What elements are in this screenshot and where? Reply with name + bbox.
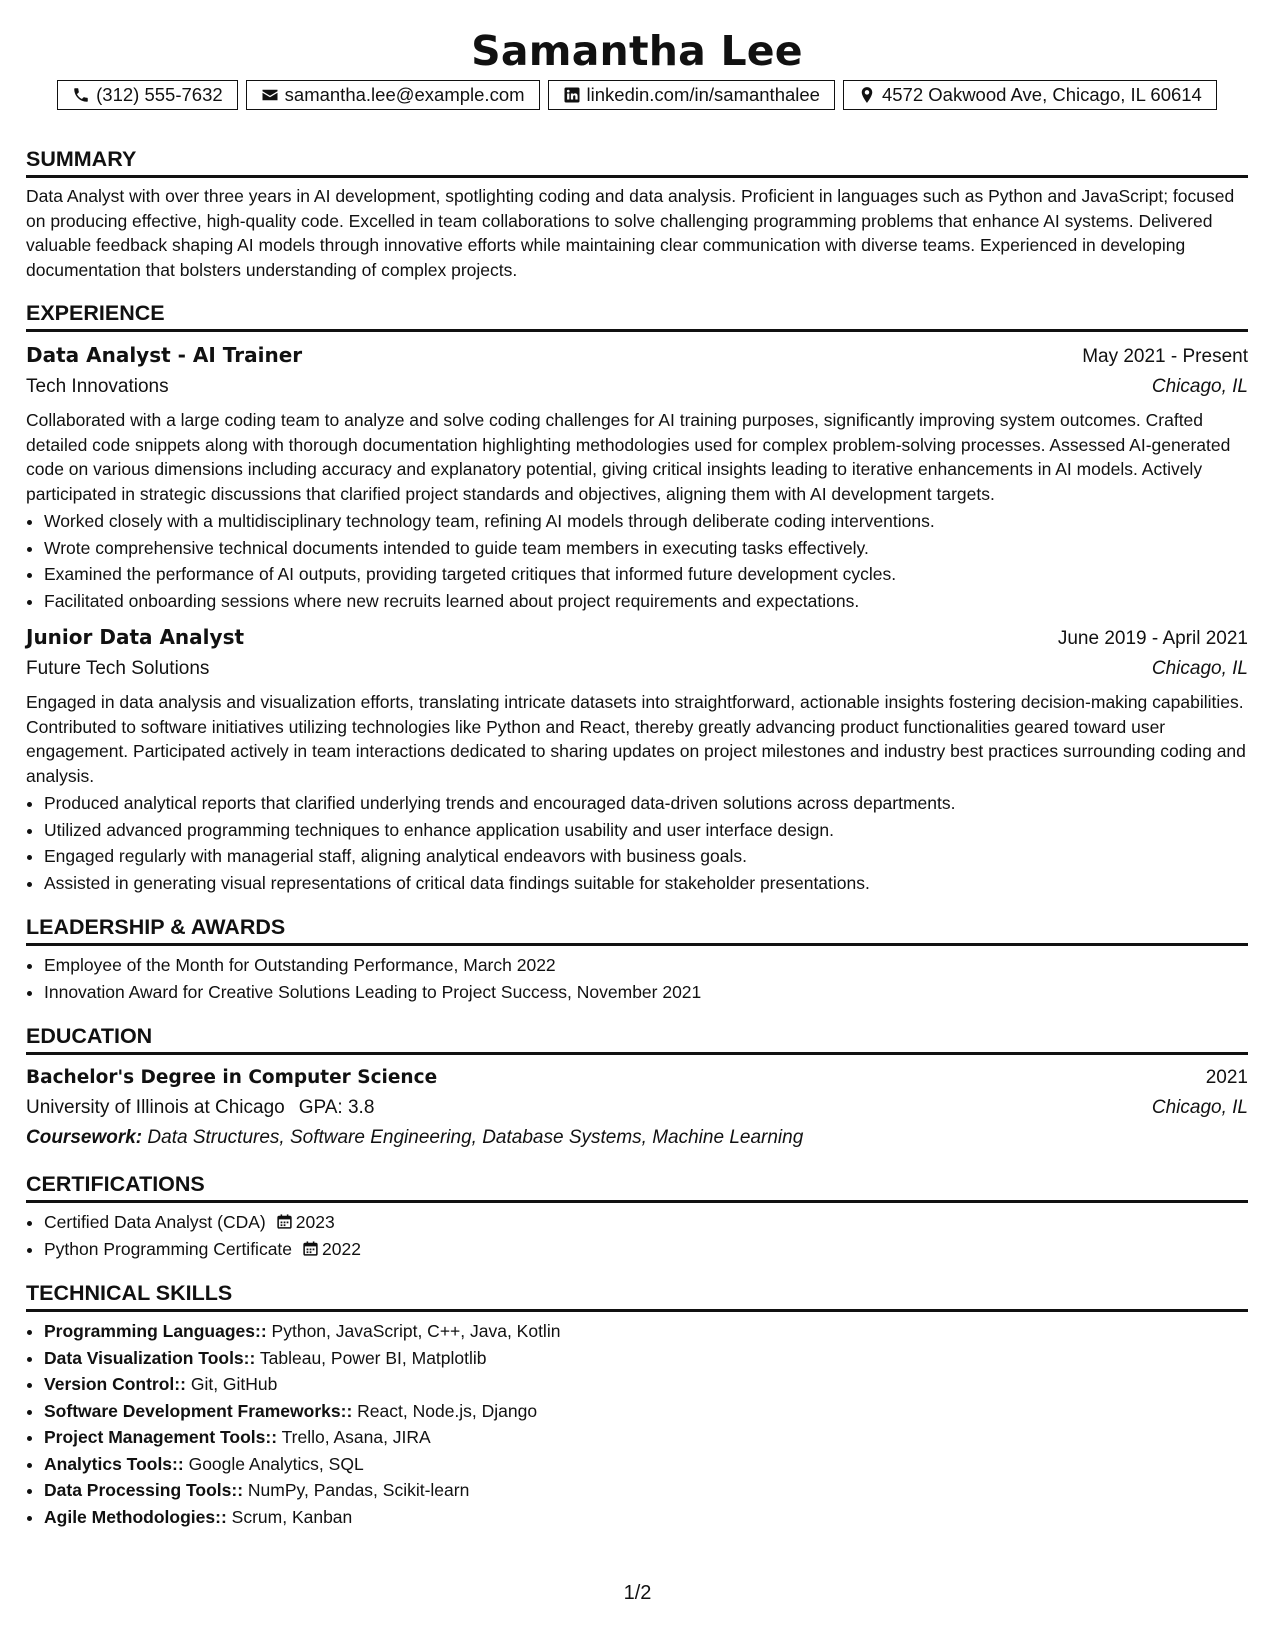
skills-list bbox=[26, 1318, 1248, 1530]
school-name: University of Illinois at Chicago bbox=[26, 1097, 285, 1118]
list-item bbox=[44, 1451, 1248, 1478]
education-heading: EDUCATION bbox=[26, 1023, 1248, 1055]
job-description: Collaborated with a large coding team to analyze and solve coding challenges for AI training purposes, significantly improving system outcomes. Crafted detailed code snippets along with thorough documentation highlighting methodologies used for complex problem-solving processes. Assessed AI-generated code on various dimensions including accuracy and explanatory potential, giving critical insights leading to iterative enhancements in AI models. Actively participated in strategic discussions that clarified project standards and objectives, aligning them with AI development targets. bbox=[26, 410, 1231, 504]
job-date: May 2021 - Present bbox=[1082, 346, 1248, 367]
contact-address[interactable] bbox=[843, 80, 1217, 110]
phone-text: (312) 555-7632 bbox=[96, 84, 223, 105]
list-item: • Facilitated onboarding sessions where new recruits learned about project requirements and expectations. bbox=[44, 588, 1248, 615]
skill-value: NumPy, Pandas, Scikit-learn bbox=[247, 1480, 470, 1500]
skill-label: Software Development Frameworks:: bbox=[44, 1400, 353, 1421]
coursework-label: Coursework: bbox=[26, 1127, 143, 1148]
skill-value: React, Node.js, Django bbox=[357, 1400, 538, 1421]
gpa-text: GPA: 3.8 bbox=[298, 1097, 375, 1118]
list-item bbox=[44, 1477, 1248, 1504]
certifications-heading: CERTIFICATIONS bbox=[26, 1171, 1248, 1203]
job-date: June 2019 - April 2021 bbox=[1057, 628, 1248, 649]
contact-bar bbox=[26, 80, 1248, 110]
contact-email[interactable] bbox=[246, 80, 540, 110]
summary-text: Data Analyst with over three years in AI development, spotlighting coding and data analysis. Proficient in languages such as Python and JavaScript; focused on producing effective, high-quality code. Excelled in team collaborations to solve challenging programming problems that enhance AI systems. Delivered valuable feedback shaping AI models through innovative efforts while maintaining clear communication with diverse teams. Experienced in developing documentation that bolsters understanding of complex projects. bbox=[26, 186, 1235, 280]
list-item: • Produced analytical reports that clarified underlying trends and encouraged data-driven solutions across departments. bbox=[44, 790, 1248, 817]
skills-heading: TECHNICAL SKILLS bbox=[26, 1280, 1248, 1312]
skill-label: Data Processing Tools:: bbox=[44, 1480, 244, 1500]
contact-linkedin[interactable] bbox=[548, 80, 835, 110]
linkedin-icon bbox=[563, 86, 581, 104]
linkedin-text: linkedin.com/in/samanthalee bbox=[586, 84, 820, 105]
list-item: • Engaged regularly with managerial staff, aligning analytical endeavors with business goals. bbox=[44, 843, 1248, 870]
leadership-list bbox=[26, 952, 1248, 1005]
list-item bbox=[44, 1371, 1248, 1398]
list-item: • Assisted in generating visual representations of critical data findings suitable for stakeholder presentations. bbox=[44, 870, 1248, 897]
list-item bbox=[44, 1424, 1248, 1451]
list-item bbox=[44, 1236, 1248, 1263]
cert-name: Python Programming Certificate bbox=[44, 1238, 293, 1259]
skill-label: Data Visualization Tools:: bbox=[44, 1347, 256, 1368]
skill-value: Scrum, Kanban bbox=[231, 1506, 353, 1527]
list-item bbox=[44, 1318, 1248, 1345]
school-location: Chicago, IL bbox=[1151, 1097, 1248, 1118]
list-item: • Worked closely with a multidisciplinary technology team, refining AI models through deliberate coding interventions. bbox=[44, 508, 1248, 535]
job-location: Chicago, IL bbox=[1151, 658, 1248, 679]
list-item: • Innovation Award for Creative Solutions Leading to Project Success, November 2021 bbox=[44, 979, 1248, 1006]
skill-value: Tableau, Power BI, Matplotlib bbox=[259, 1347, 487, 1368]
degree-title: Bachelor's Degree in Computer Science bbox=[26, 1067, 438, 1088]
certifications-list bbox=[26, 1209, 1248, 1262]
job-company: Tech Innovations bbox=[26, 376, 169, 397]
address-text: 4572 Oakwood Ave, Chicago, IL 60614 bbox=[881, 84, 1202, 105]
skill-label: Version Control:: bbox=[44, 1374, 186, 1394]
contact-phone[interactable] bbox=[57, 80, 238, 110]
list-item: • Employee of the Month for Outstanding Performance, March 2022 bbox=[44, 952, 1248, 979]
degree-year: 2021 bbox=[1205, 1067, 1248, 1088]
map-marker-icon bbox=[858, 86, 876, 104]
list-item: • Utilized advanced programming techniques to enhance application usability and user interface design. bbox=[44, 817, 1248, 844]
skill-label: Analytics Tools:: bbox=[44, 1453, 184, 1474]
cert-name: Certified Data Analyst (CDA) bbox=[44, 1212, 266, 1232]
job-bullets bbox=[26, 508, 1248, 614]
skill-label: Programming Languages:: bbox=[44, 1321, 267, 1341]
list-item bbox=[44, 1345, 1248, 1372]
experience-heading: EXPERIENCE bbox=[26, 300, 1248, 332]
list-item bbox=[44, 1209, 1248, 1236]
list-item bbox=[44, 1398, 1248, 1425]
job-title: Junior Data Analyst bbox=[26, 625, 245, 649]
summary-heading: SUMMARY bbox=[26, 146, 1248, 178]
candidate-name: Samantha Lee bbox=[471, 27, 803, 75]
coursework-text: Data Structures, Software Engineering, Database Systems, Machine Learning bbox=[147, 1127, 804, 1148]
job-title: Data Analyst - AI Trainer bbox=[26, 343, 303, 367]
list-item: • Wrote comprehensive technical documents intended to guide team members in executing tasks effectively. bbox=[44, 535, 1248, 562]
resume-page bbox=[26, 0, 1248, 1530]
job-entry bbox=[26, 340, 1248, 614]
coursework bbox=[26, 1123, 1248, 1153]
skill-value: Trello, Asana, JIRA bbox=[281, 1427, 431, 1447]
calendar-icon bbox=[302, 1240, 319, 1257]
job-company: Future Tech Solutions bbox=[26, 658, 210, 679]
skill-value: Git, GitHub bbox=[190, 1374, 278, 1394]
skill-label: Project Management Tools:: bbox=[44, 1427, 278, 1447]
job-location: Chicago, IL bbox=[1151, 376, 1248, 397]
job-entry bbox=[26, 622, 1248, 896]
skill-value: Python, JavaScript, C++, Java, Kotlin bbox=[271, 1321, 561, 1341]
list-item: • Examined the performance of AI outputs, providing targeted critiques that informed future development cycles. bbox=[44, 561, 1248, 588]
calendar-icon bbox=[276, 1213, 293, 1230]
cert-year: 2022 bbox=[322, 1238, 361, 1259]
cert-year: 2023 bbox=[295, 1212, 335, 1232]
phone-icon bbox=[72, 86, 90, 104]
skill-label: Agile Methodologies:: bbox=[44, 1506, 227, 1527]
job-bullets bbox=[26, 790, 1248, 896]
email-text: samantha.lee@example.com bbox=[284, 84, 525, 105]
envelope-icon bbox=[261, 86, 279, 104]
page-number: 1/2 bbox=[623, 1582, 652, 1604]
skill-value: Google Analytics, SQL bbox=[188, 1453, 364, 1474]
leadership-heading: LEADERSHIP & AWARDS bbox=[26, 914, 1248, 946]
list-item bbox=[44, 1504, 1248, 1531]
job-description: Engaged in data analysis and visualization efforts, translating intricate datasets into straightforward, actionable insights fostering decision-making capabilities. Contributed to software initiatives utilizing technologies like Python and React, thereby greatly advancing product functionalities geared toward user engagement. Participated actively in team interactions dedicated to sharing updates on project milestones and industry best practices surrounding coding and analysis. bbox=[26, 692, 1246, 786]
